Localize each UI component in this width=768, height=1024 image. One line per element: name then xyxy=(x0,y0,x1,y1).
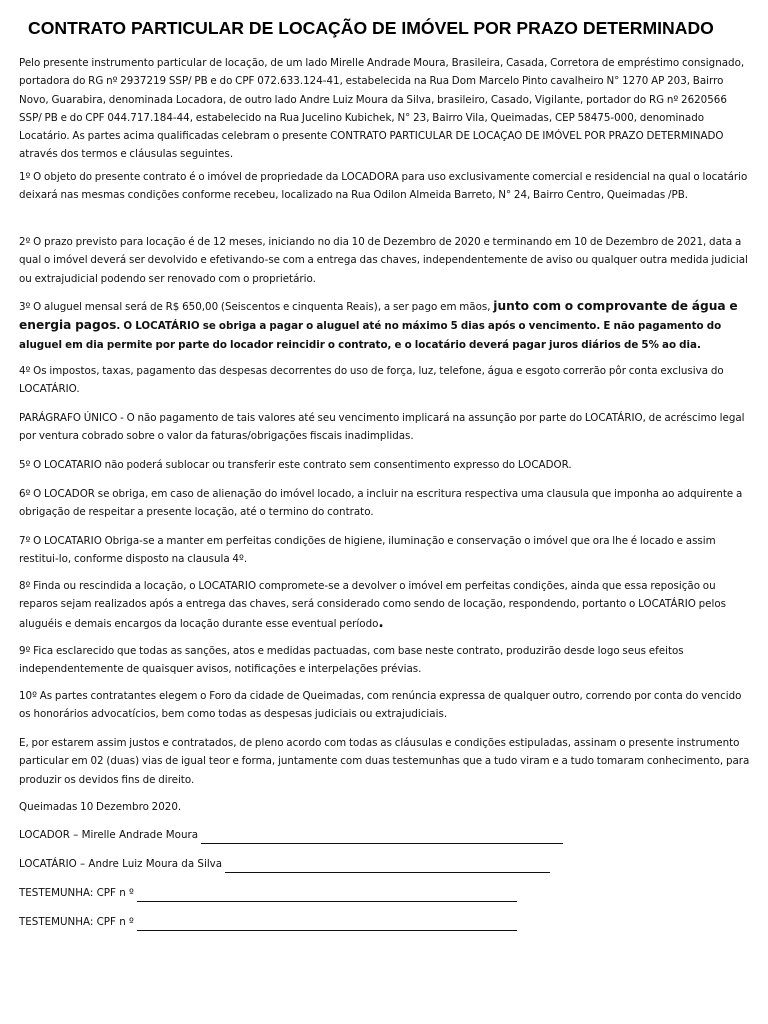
signature-testemunha-1-line xyxy=(137,889,517,902)
clause-1: 1º O objeto do presente contrato é o imóvel de propriedade da LOCADORA para uso exclusivamente comercial e residencial na qual o locatário deixará nas mesmas condições conforme recebeu, localizado na Rua Odilon Almeida Barreto, N° 24, Bairro Centro, Queimadas /PB. xyxy=(19,171,748,202)
signature-locador xyxy=(19,826,563,844)
clause-8 xyxy=(19,577,751,633)
clause-3-bold-penalty: . E não pagamento do aluguel em dia permite por parte do locador reincidir o contrato, e o locatário deverá pagar juros diários de 5% ao dia. xyxy=(19,320,722,351)
place-date: Queimadas 10 Dezembro 2020. xyxy=(19,801,182,813)
signature-testemunha-2 xyxy=(19,913,517,931)
signature-locatario-label: LOCATÁRIO – Andre Luiz Moura da Silva xyxy=(19,858,223,870)
closing-paragraph: E, por estarem assim justos e contratados, de pleno acordo com todas as cláusulas e condições estipuladas, assinam o presente instrumento particular em 02 (duas) vias de igual teor e forma, juntamente com duas testemunhas que a tudo viram e a tudo tomaram conhecimento, para produzir os devidos fins de direito. xyxy=(19,737,750,786)
signature-locador-line xyxy=(201,831,563,844)
clause-6: 6º O LOCADOR se obriga, em caso de alienação do imóvel locado, a incluir na escritura respectiva uma clausula que imponha ao adquirente a obrigação de respeitar a presente locação, até o termino do contrato. xyxy=(19,488,743,519)
clause-9: 9º Fica esclarecido que todas as sanções, atos e medidas pactuadas, com base neste contrato, produzirão desde logo seus efeitos independentemente de quaisquer avisos, notificações e interpelações prévias. xyxy=(19,645,684,676)
clause-3 xyxy=(19,297,751,354)
clause-3-bold-obligation: . O LOCATÁRIO se obriga a pagar o aluguel até no máximo 5 dias após o vencimento xyxy=(116,320,597,333)
signature-testemunha-2-line xyxy=(137,918,517,931)
signature-locatario-line xyxy=(225,860,550,873)
signature-testemunha-2-label: TESTEMUNHA: CPF n º xyxy=(19,916,134,928)
clause-10: 10º As partes contratantes elegem o Foro da cidade de Queimadas, com renúncia expressa de qualquer outro, correndo por conta do vencido os honorários advocatícios, bem como todas as despesas judiciais ou extrajudiciais. xyxy=(19,690,742,721)
clause-3-text: 3º O aluguel mensal será de R$ 650,00 (Seiscentos e cinquenta Reais), a ser pago em mãos, xyxy=(19,301,494,313)
clause-2: 2º O prazo previsto para locação é de 12 meses, iniciando no dia 10 de Dezembro de 2020 e terminando em 10 de Dezembro de 2021, data a qual o imóvel deverá ser devolvido e efetivando-se com a entrega das chaves, independentemente de aviso ou qualquer outra medida judicial ou extrajudicial podendo ser renovado com o proprietário. xyxy=(19,236,748,285)
clause-4: 4º Os impostos, taxas, pagamento das despesas decorrentes do uso de força, luz, telefone, água e esgoto correrão pôr conta exclusiva do LOCATÁRIO. xyxy=(19,365,724,396)
clause-8-end: . xyxy=(378,614,384,631)
contract-title: CONTRATO PARTICULAR DE LOCAÇÃO DE IMÓVEL POR PRAZO DETERMINADO xyxy=(28,18,714,38)
signature-locatario xyxy=(19,855,550,873)
clause-8-text: 8º Finda ou rescindida a locação, o LOCATARIO compromete-se a devolver o imóvel em perfeitas condições, ainda que essa reposição ou reparos sejam realizados após a entrega das chaves, será considerado como sendo de locação, respondendo, portanto o LOCATÁRIO pelos aluguéis e demais encargos da locação durante esse eventual período xyxy=(19,580,727,630)
preamble-paragraph: Pelo presente instrumento particular de locação, de um lado Mirelle Andrade Moura, Brasileira, Casada, Corretora de empréstimo consignado, portadora do RG nº 2937219 SSP/ PB e do CPF 072.633.124-41, estabelecida na Rua Dom Marcelo Pinto cavalheiro N° 1270 AP 203, Bairro Novo, Guarabira, denominada Locadora, de outro lado Andre Luiz Moura da Silva, brasileiro, Casado, Vigilante, portador do RG nº 2620566 SSP/ PB e do CPF 044.717.184-44, estabelecido na Rua Jucelino Kubichek, N° 23, Bairro Vila, Queimadas, CEP 58475-000, denominado Locatário. As partes acima qualificadas celebram o presente CONTRATO PARTICULAR DE LOCAÇAO DE IMÓVEL POR PRAZO DETERMINADO através dos termos e cláusulas seguintes. xyxy=(19,57,745,161)
clause-7: 7º O LOCATARIO Obriga-se a manter em perfeitas condições de higiene, iluminação e conservação o imóvel que ora lhe é locado e assim restitui-lo, conforme disposto na clausula 4º. xyxy=(19,535,716,566)
signature-locador-label: LOCADOR – Mirelle Andrade Moura xyxy=(19,829,199,841)
signature-testemunha-1 xyxy=(19,884,517,902)
clause-3-highlight: junto com o comprovante de água e energia pagos xyxy=(19,299,738,333)
paragrafo-unico: PARÁGRAFO ÚNICO - O não pagamento de tais valores até seu vencimento implicará na assunção por parte do LOCATÁRIO, de acréscimo legal por ventura cobrado sobre o valor da faturas/obrigações fiscais inadimplidas. xyxy=(19,412,745,443)
signature-testemunha-1-label: TESTEMUNHA: CPF n º xyxy=(19,887,134,899)
clause-5: 5º O LOCATARIO não poderá sublocar ou transferir este contrato sem consentimento expresso do LOCADOR. xyxy=(19,459,572,471)
